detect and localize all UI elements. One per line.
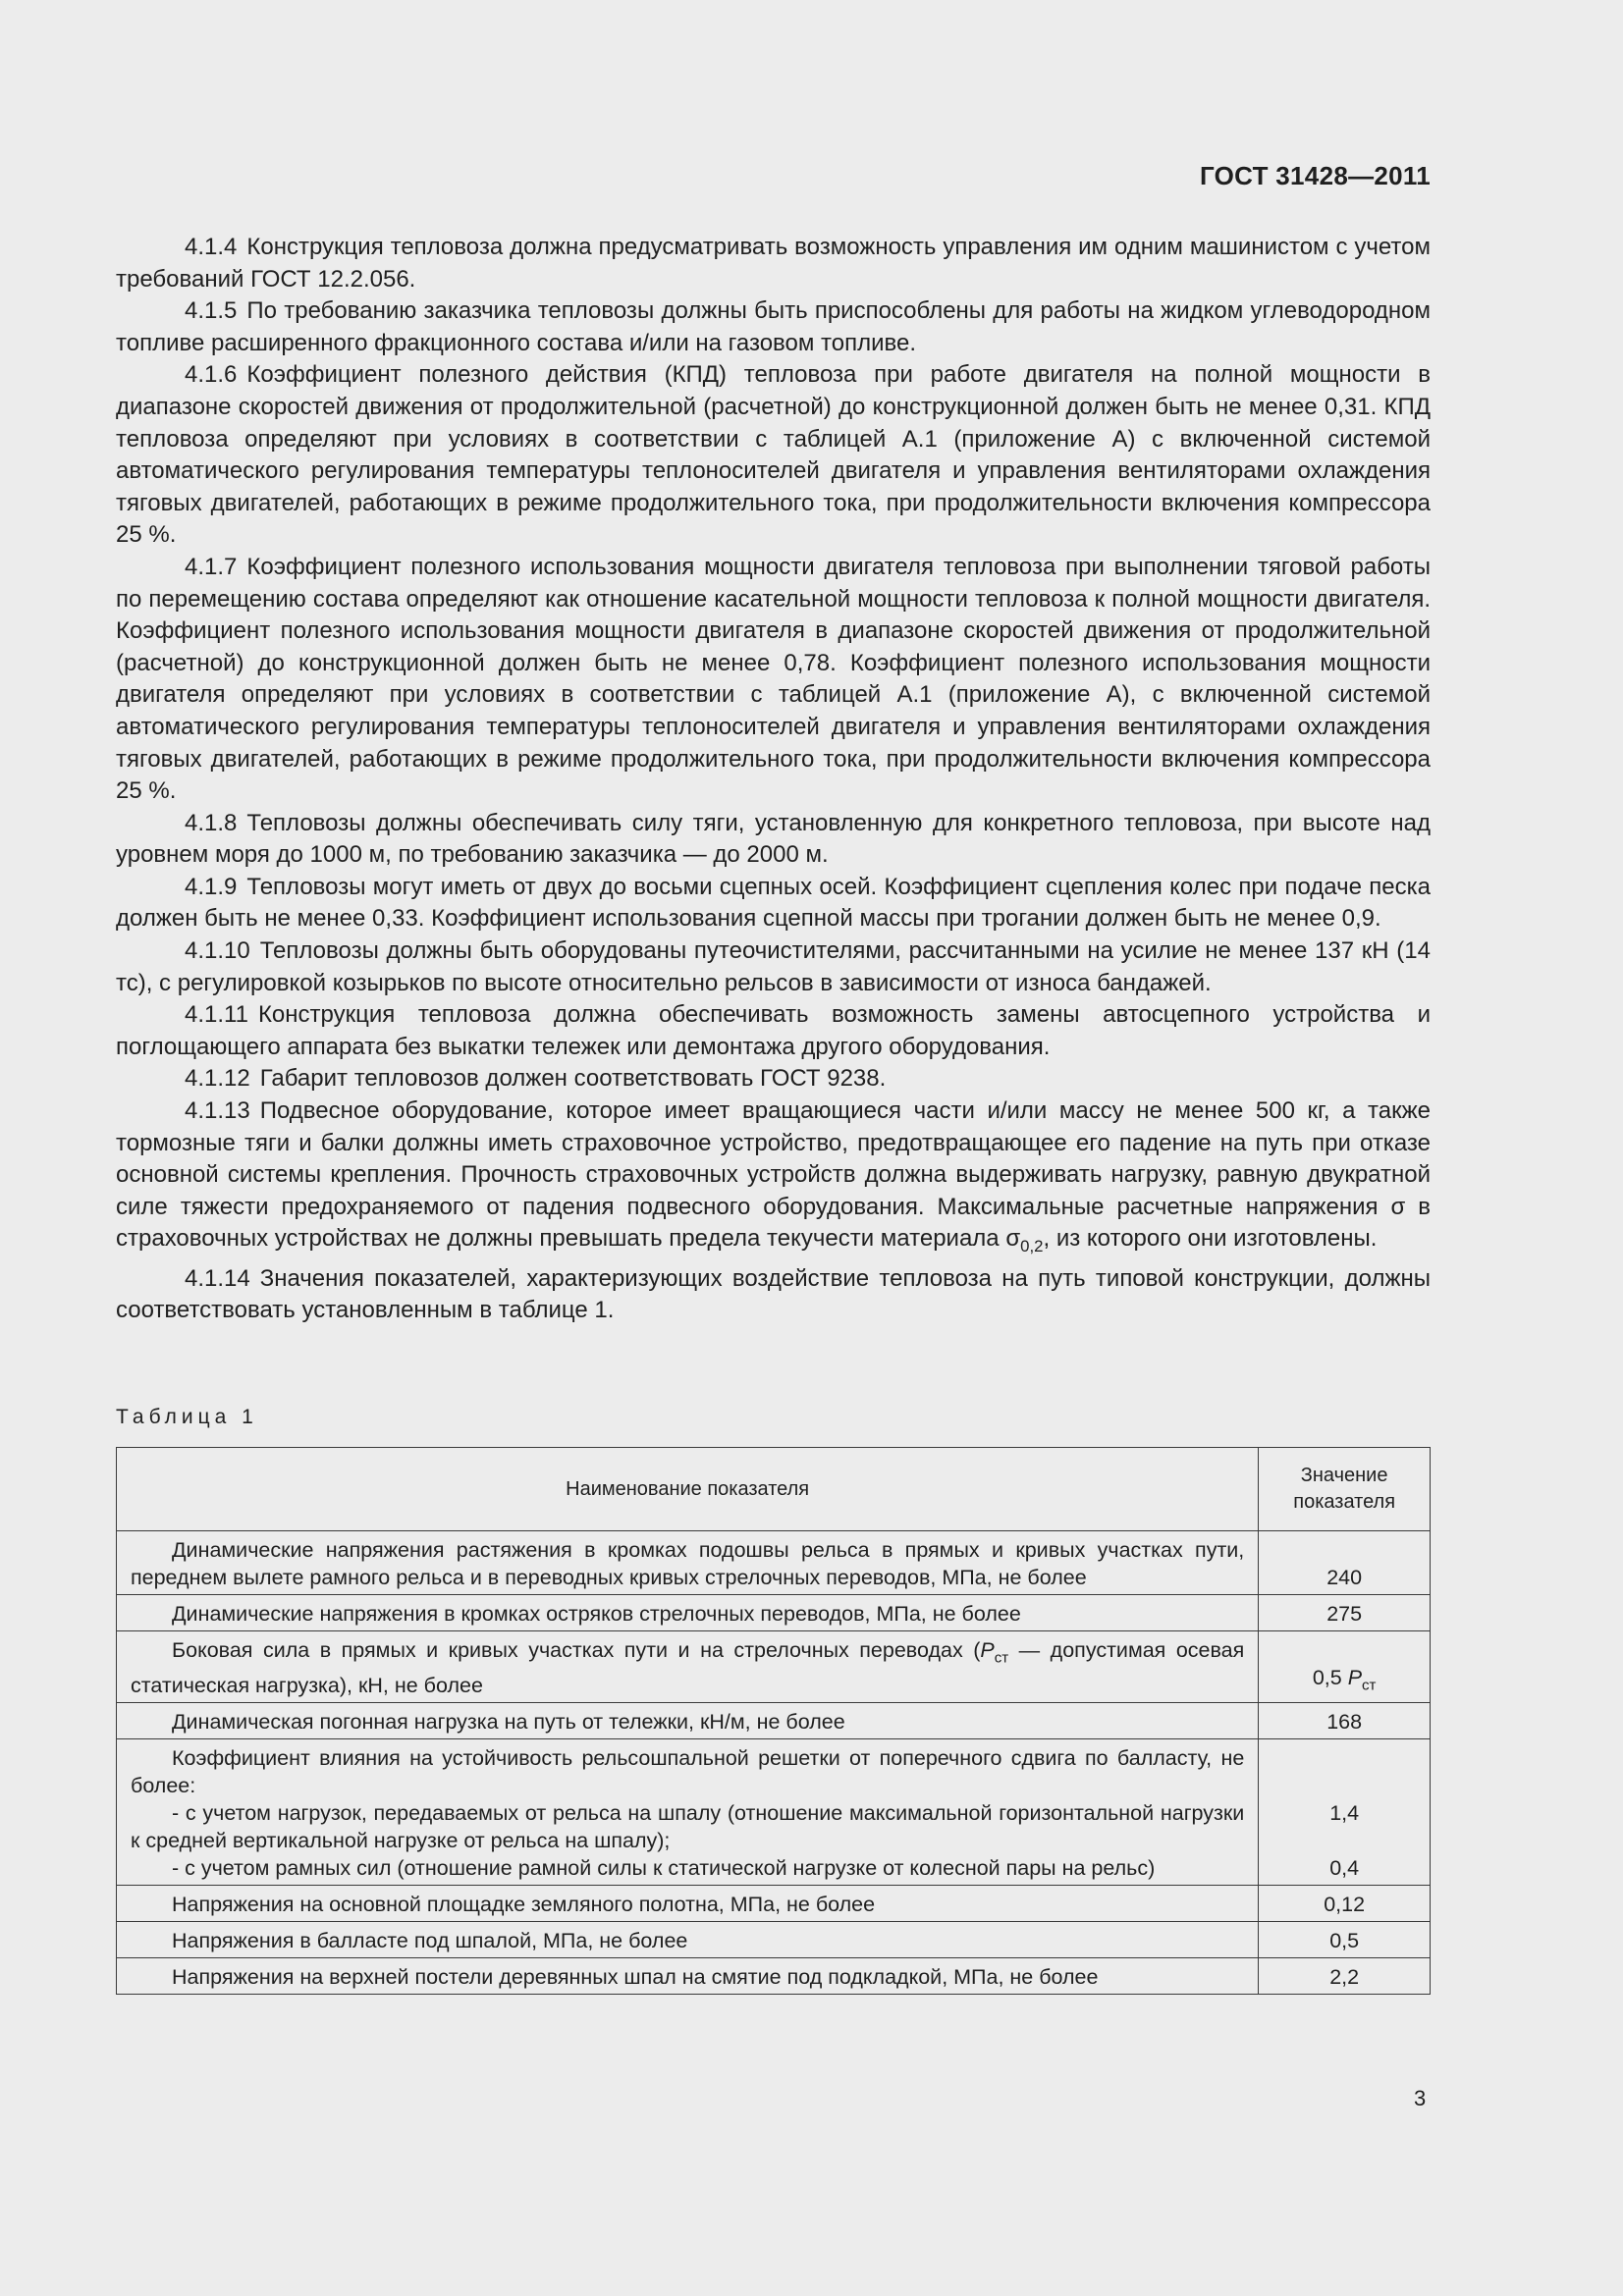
paragraph-number: 4.1.6: [185, 361, 238, 389]
variable-p: P: [980, 1638, 995, 1662]
table-row: [117, 1958, 1431, 1995]
paragraph-text: Конструкция тепловоза должна обеспечивать возможность замены автосцепного устройства и поглощающего аппарата без выкатки тележек или демонтажа другого оборудования.: [116, 1001, 1431, 1060]
paragraph-4-1-13: [116, 1095, 1431, 1263]
table-row: [117, 1922, 1431, 1958]
row-value: 0,12: [1259, 1886, 1431, 1922]
header-name: Наименование показателя: [117, 1448, 1259, 1531]
body-text: [116, 232, 1431, 1327]
row-name-text: Динамические напряжения в кромках остряков стрелочных переводов, МПа, не более: [172, 1602, 1021, 1626]
row-name-part: Боковая сила в прямых и кривых участках пути и на стрелочных переводах (: [172, 1638, 981, 1662]
table-row: [117, 1739, 1431, 1886]
table-caption: Таблица 1: [116, 1406, 258, 1428]
row-subitem: - с учетом рамных сил (отношение рамной силы к статической нагрузке от колесной пары на рельс): [172, 1856, 1156, 1881]
row-value-1: 1,4: [1329, 1801, 1360, 1826]
row-name-text: Динамическая погонная нагрузка на путь от тележки, кН/м, не более: [172, 1710, 845, 1735]
paragraph-text: Подвесное оборудование, которое имеет вращающиеся части и/или массу не менее 500 кг, а также тормозные тяги и балки должны иметь страховочное устройство, предотвращающее его падение на путь при отказе основной системы крепления. Прочность страховочных устройств должна выдерживать нагрузку, равную двукратной силе тяжести предохраняемого от падения подвесного оборудования. Максимальные расчетные напряжения σ в страховочных устройствах не должны превышать предела текучести материала σ: [116, 1097, 1431, 1253]
table-row: [117, 1886, 1431, 1922]
row-name-part: — допустимая осевая статическая нагрузка), кН, не более: [131, 1638, 1245, 1698]
paragraph-4-1-14: [116, 1263, 1431, 1327]
row-name-text: Коэффициент влияния на устойчивость рельсошпальной решетки от поперечного сдвига по балласту, не более:: [131, 1746, 1245, 1798]
paragraph-text: Тепловозы должны обеспечивать силу тяги, установленную для конкретного тепловоза, при высоте над уровнем моря до 1000 м, по требованию заказчика — до 2000 м.: [116, 809, 1431, 869]
paragraph-text: Коэффициент полезного действия (КПД) тепловоза при работе двигателя на полной мощности в диапазоне скоростей движения от продолжительной (расчетной) до конструкционной должен быть не менее 0,31. КПД тепловоза определяют при условиях в соответствии с таблицей А.1 (приложение А) с включенной системой автоматического регулирования температуры теплоносителей двигателя и управления вентиляторами охлаждения тяговых двигателей, работающих в режиме продолжительного тока, при продолжительности включения компрессора 25 %.: [116, 361, 1431, 549]
paragraph-4-1-4: [116, 232, 1431, 295]
paragraph-number: 4.1.9: [185, 873, 238, 900]
row-value: 168: [1259, 1703, 1431, 1739]
paragraph-number: 4.1.11: [185, 1001, 248, 1029]
row-name: [117, 1531, 1259, 1595]
indicators-table: [116, 1447, 1431, 1995]
paragraph-number: 4.1.10: [185, 937, 250, 965]
value-spacer: [1263, 1827, 1426, 1854]
row-name: [117, 1739, 1259, 1886]
row-name: [117, 1886, 1259, 1922]
paragraph-number: 4.1.5: [185, 297, 238, 325]
row-value: 275: [1259, 1595, 1431, 1631]
header-value: [1259, 1448, 1431, 1531]
row-value: 2,2: [1259, 1958, 1431, 1995]
row-value: [1259, 1631, 1431, 1703]
row-subitem: - с учетом нагрузок, передаваемых от рельса на шпалу (отношение максимальной горизонтальной нагрузки к средней вертикальной нагрузке от рельса на шпалу);: [131, 1801, 1245, 1853]
row-value-2: 0,4: [1329, 1856, 1360, 1881]
row-name-text: Динамические напряжения растяжения в кромках подошвы рельса в прямых и кривых участках пути, переднем вылете рамного рельса и в переводных кривых стрелочных переводов, МПа, не более: [131, 1538, 1245, 1589]
variable-p: P: [1347, 1666, 1363, 1689]
paragraph-4-1-5: [116, 295, 1431, 359]
page-number: 3: [1414, 2086, 1427, 2110]
table-row: [117, 1703, 1431, 1739]
paragraph-text: По требованию заказчика тепловозы должны быть приспособлены для работы на жидком углеводородном топливе расширенного фракционного состава и/или на газовом топливе.: [116, 297, 1431, 356]
row-value: 0,5: [1259, 1922, 1431, 1958]
paragraph-text: Конструкция тепловоза должна предусматривать возможность управления им одним машинистом с учетом требований ГОСТ 12.2.056.: [116, 234, 1431, 293]
row-value: [1259, 1739, 1431, 1886]
paragraph-text: Габарит тепловозов должен соответствовать ГОСТ 9238.: [259, 1065, 887, 1093]
table-header-row: [117, 1448, 1431, 1531]
row-name: [117, 1703, 1259, 1739]
paragraph-number: 4.1.8: [185, 809, 238, 836]
row-name-text: Напряжения в балласте под шпалой, МПа, не более: [172, 1929, 688, 1953]
paragraph-4-1-10: [116, 935, 1431, 999]
row-name-text: [131, 1636, 1244, 1699]
paragraph-4-1-9: [116, 872, 1431, 935]
header-value-text: Значение показателя: [1293, 1465, 1396, 1513]
row-name: [117, 1922, 1259, 1958]
document-number: ГОСТ 31428—2011: [1199, 161, 1431, 190]
row-name: [117, 1595, 1259, 1631]
paragraph-number: 4.1.14: [185, 1264, 250, 1292]
subscript: ст: [1362, 1677, 1377, 1694]
paragraph-4-1-7: [116, 552, 1431, 808]
paragraph-text: Тепловозы могут иметь от двух до восьми сцепных осей. Коэффициент сцепления колес при подаче песка должен быть не менее 0,33. Коэффициент использования сцепной массы при трогании должен быть не менее 0,9.: [116, 873, 1431, 933]
table-row: [117, 1595, 1431, 1631]
table-row: [117, 1531, 1431, 1595]
paragraph-number: 4.1.12: [185, 1065, 250, 1093]
row-name-text: Напряжения на основной площадке земляного полотна, МПа, не более: [172, 1893, 876, 1917]
subscript: 0,2: [1020, 1237, 1044, 1256]
row-value: 240: [1259, 1531, 1431, 1595]
paragraph-text: Значения показателей, характеризующих воздействие тепловоза на путь типовой конструкции, должны соответствовать установленным в таблице 1.: [116, 1264, 1431, 1324]
paragraph-4-1-8: [116, 808, 1431, 872]
paragraph-4-1-6: [116, 359, 1431, 552]
paragraph-text: Тепловозы должны быть оборудованы путеочистителями, рассчитанными на усилие не менее 137 кН (14 тс), с регулировкой козырьков по высоте относительно рельсов в зависимости от износа бандажей.: [116, 937, 1431, 996]
paragraph-4-1-12: [116, 1063, 1431, 1095]
paragraph-number: 4.1.7: [185, 553, 238, 580]
row-name: [117, 1631, 1259, 1703]
paragraph-4-1-11: [116, 999, 1431, 1063]
table-row: [117, 1631, 1431, 1703]
row-name: [117, 1958, 1259, 1995]
paragraph-text: Коэффициент полезного использования мощности двигателя тепловоза при выполнении тяговой работы по перемещению состава определяют как отношение касательной мощности тепловоза к полной мощности двигателя. Коэффициент полезного использования мощности двигателя в диапазоне скоростей движения от продолжительной (расчетной) до конструкционной должен быть не менее 0,78. Коэффициент полезного использования мощности двигателя определяют при условиях в соответствии с таблицей А.1 (приложение А), с включенной системой автоматического регулирования температуры теплоносителей двигателя и управления вентиляторами охлаждения тяговых двигателей, работающих в режиме продолжительного тока, при продолжительности включения компрессора 25 %.: [116, 553, 1431, 805]
paragraph-text-tail: , из которого они изготовлены.: [1043, 1225, 1378, 1253]
value-part: 0,5: [1312, 1666, 1348, 1689]
row-name-text: Напряжения на верхней постели деревянных шпал на смятие под подкладкой, МПа, не более: [172, 1965, 1099, 1990]
subscript: ст: [994, 1649, 1009, 1667]
paragraph-number: 4.1.4: [185, 234, 238, 260]
paragraph-number: 4.1.13: [185, 1097, 250, 1125]
